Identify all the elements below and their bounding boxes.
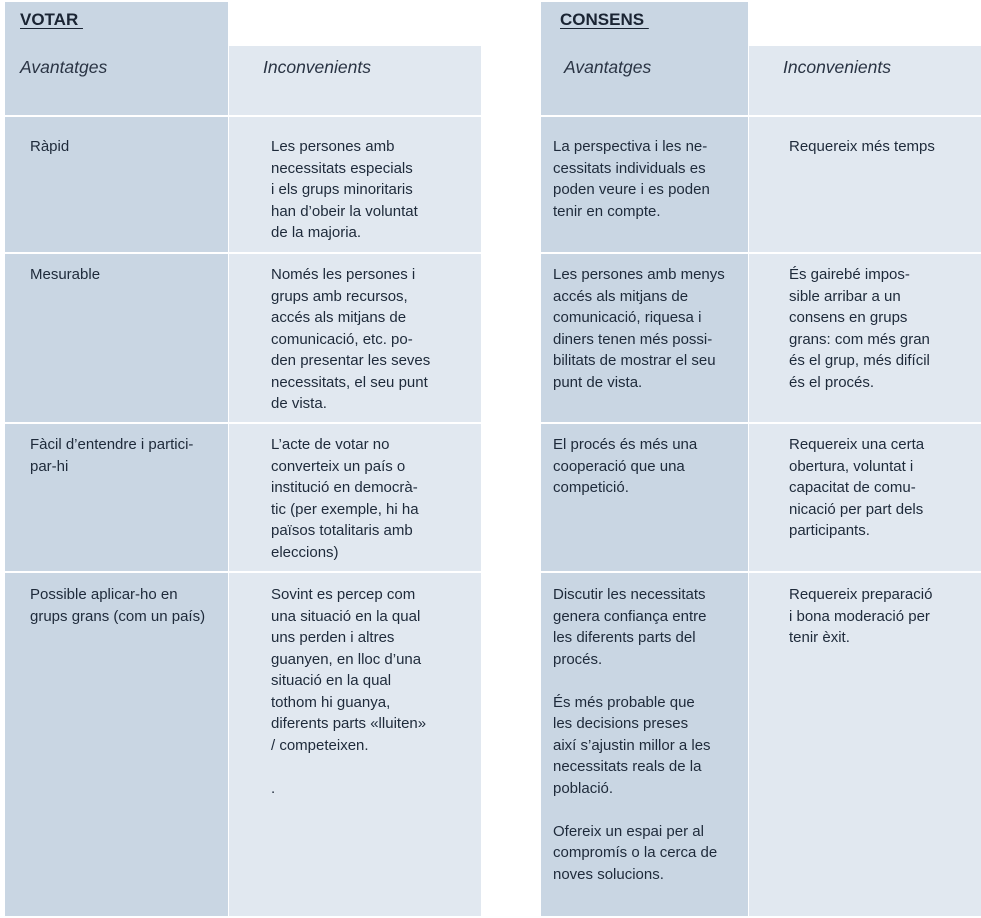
votar-disadvantage-cell xyxy=(271,136,418,244)
votar-disadvantage-cell xyxy=(271,264,430,415)
row-divider xyxy=(5,422,481,424)
cell-paragraph: Les persones amb necessitats especials i els grups minoritaris han d’obeir la voluntat de la majoria. xyxy=(271,138,418,241)
cell-paragraph: Només les persones i grups amb recursos, accés als mitjans de comunicació, etc. po- den presentar les seves necessitats, el seu punt de vista. xyxy=(271,266,431,412)
cell-paragraph: Requereix més temps xyxy=(789,138,935,155)
row-divider xyxy=(541,252,981,254)
cell-paragraph: Possible aplicar-ho en grups grans (com un país) xyxy=(30,586,206,625)
cell-paragraph: La perspectiva i les ne- cessitats individuals es poden veure i es poden tenir en compte. xyxy=(553,138,710,220)
votar-advantage-cell xyxy=(30,264,100,286)
cell-paragraph: Discutir les necessitats genera confiança entre les diferents parts del procés. xyxy=(553,586,707,668)
row-divider xyxy=(5,252,481,254)
cell-paragraph: Sovint es percep com una situació en la qual uns perden i altres guanyen, en lloc d’una situació en la qual tothom hi guanya, diferents parts «lluiten» / competeixen. xyxy=(271,586,427,754)
votar-advantage-cell xyxy=(30,136,69,158)
votar-advantages-heading: Avantatges xyxy=(20,57,108,77)
votar-disadvantage-cell xyxy=(271,584,426,799)
votar-disadvantage-cell xyxy=(271,434,419,563)
votar-advantage-cell xyxy=(30,584,205,627)
cell-paragraph: Mesurable xyxy=(30,266,101,283)
consens-disadvantage-cell xyxy=(789,264,930,393)
consens-disadvantage-cell xyxy=(789,136,935,158)
row-divider xyxy=(541,115,981,117)
consens-advantages-heading: Avantatges xyxy=(564,57,652,77)
cell-paragraph: És gairebé impos- sible arribar a un consens en grups grans: com més gran és el grup, més difícil és el procés. xyxy=(789,266,930,391)
votar-advantage-cell xyxy=(30,434,193,477)
consens-disadvantage-cell xyxy=(789,584,932,649)
cell-paragraph: Les persones amb menys accés als mitjans de comunicació, riquesa i diners tenen més possi- bilitats de mostrar el seu punt de vista. xyxy=(553,266,725,391)
consens-advantage-cell xyxy=(553,136,710,222)
cell-paragraph: . xyxy=(271,779,276,797)
row-divider xyxy=(5,115,481,117)
cell-paragraph: El procés és més una cooperació que una competició. xyxy=(553,436,698,496)
consens-advantage-cell xyxy=(553,264,725,393)
consens-advantage-cell xyxy=(553,584,717,885)
cell-paragraph: Requereix una certa obertura, voluntat i capacitat de comu- nicació per part dels participants. xyxy=(789,436,925,539)
consens-title: CONSENS xyxy=(560,10,649,29)
row-divider xyxy=(541,571,981,573)
row-divider xyxy=(541,422,981,424)
consens-table xyxy=(531,0,981,918)
votar-title: VOTAR xyxy=(20,10,83,29)
cell-paragraph: Ràpid xyxy=(30,138,70,155)
cell-paragraph: Fàcil d’entendre i partici- par-hi xyxy=(30,436,194,475)
votar-disadvantages-heading: Inconvenients xyxy=(263,57,371,77)
cell-paragraph: L’acte de votar no converteix un país o institució en democrà- tic (per exemple, hi ha països totalitaris amb eleccions) xyxy=(271,436,419,561)
cell-paragraph: Requereix preparació i bona moderació per tenir èxit. xyxy=(789,586,933,646)
consens-disadvantage-cell xyxy=(789,434,924,542)
cell-paragraph: És més probable que les decisions preses així s’ajustin millor a les necessitats reals de la població. xyxy=(553,693,711,797)
row-divider xyxy=(5,571,481,573)
consens-disadvantages-heading: Inconvenients xyxy=(783,57,891,77)
consens-advantage-cell xyxy=(553,434,697,499)
cell-paragraph: Ofereix un espai per al compromís o la cerca de noves solucions. xyxy=(553,822,718,883)
